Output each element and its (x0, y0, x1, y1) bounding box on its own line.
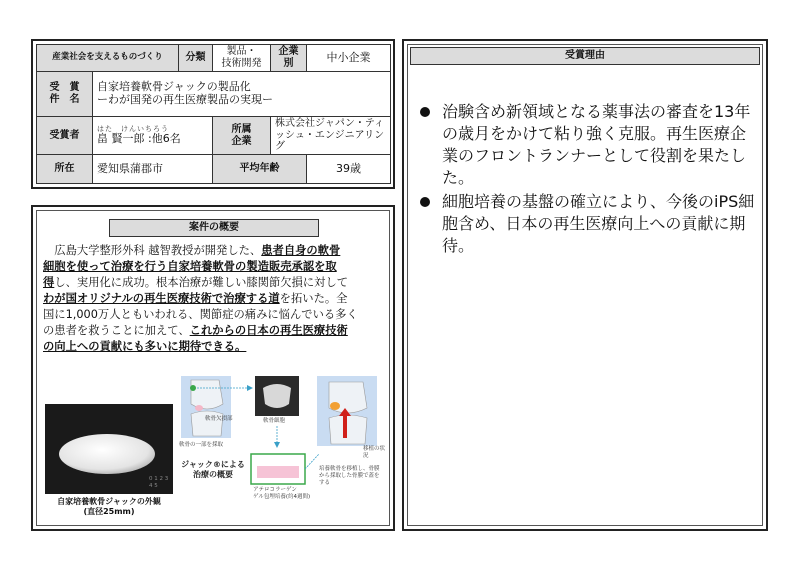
scale-mark: 0 1 2 3 4 5 (149, 476, 169, 489)
info-panel-frame (31, 39, 395, 189)
jack-caption: 自家培養軟骨ジャックの外観 (直径25mm) (57, 497, 161, 516)
label-harvest: 軟骨の一部を採取 (179, 442, 224, 448)
label-cells: 軟骨細胞 (263, 418, 286, 424)
reason-bullet-2: 細胞培養の基盤の確立により、今後のiPS細胞含め、日本の再生医療向上への貢献に期待。 (416, 191, 756, 257)
treatment-diagram (179, 374, 385, 524)
winner-label: 受賞者 (37, 116, 93, 154)
label-gel: アテロコラーゲン ゲル包埋培養(約4週間) (253, 487, 311, 500)
info-table (36, 44, 391, 184)
award-title (93, 71, 391, 116)
bunrui-value: 製品・ 技術開発 (213, 45, 271, 72)
label-site: 移植の状況 (363, 446, 386, 459)
winner-cell (93, 116, 213, 154)
affiliation-label: 所属 企業 (213, 116, 271, 154)
label-implant: 培養軟骨を移植し、骨膜 から採取した骨膜で蓋を する (319, 466, 380, 486)
reason-list (416, 101, 756, 259)
label-defect: 軟骨欠損部 (205, 416, 233, 422)
category-label: 産業社会を支えるものづくり (37, 45, 179, 72)
summary-text: 広島大学整形外科 越智教授が開発した、患者自身の軟骨 細胞を使って治療を行う自家培養軟骨の製造販売承認を取 得し、実用化に成功。根本治療が難しい膝関節欠損に対して わが国オリジナルの再生医療技術で治療する道を拓いた。全 国に1,000万人ともいわれる、関節症の痛みに悩んでいる多く の患者を救うことに加えて、これからの日本の再生医療技術 の向上への貢献にも多いに期待できる。 (43, 244, 358, 353)
summary-header: 案件の概要 (109, 219, 319, 237)
award-label: 受 賞 件 名 (37, 71, 93, 116)
diagram-caption: ジャック®による 治療の概要 (181, 460, 245, 479)
location-value: 愛知県蒲郡市 (93, 155, 213, 184)
knee-diagram-icon (179, 374, 385, 524)
bunrui-label: 分類 (179, 45, 213, 72)
reason-header: 受賞理由 (410, 47, 760, 65)
affiliation-value: 株式会社ジャパン・ティッシュ・エンジニアリング (271, 116, 391, 154)
reason-panel-frame (402, 39, 768, 531)
winner-name: 畠 賢一郎 :他6名 (97, 132, 181, 146)
jack-photo (45, 404, 173, 494)
avg-age-label: 平均年齢 (213, 155, 307, 184)
reason-bullet-1: 治験含め新領域となる薬事法の審査を13年の歳月をかけて粘り強く克服。再生医療企業のフロントランナーとして役割を果たした。 (416, 101, 756, 189)
summary-panel-frame (31, 205, 395, 531)
winner-ruby: はた けんいちろう (97, 125, 169, 134)
avg-age-value: 39歳 (307, 155, 391, 184)
location-label: 所在 (37, 155, 93, 184)
kigyo-value: 中小企業 (307, 45, 391, 72)
award-title-line2: ーわが国発の再生医療製品の実現ー (97, 92, 273, 106)
award-title-line1: 自家培養軟骨ジャックの製品化 (97, 80, 251, 94)
kigyo-label: 企業 別 (271, 45, 307, 72)
